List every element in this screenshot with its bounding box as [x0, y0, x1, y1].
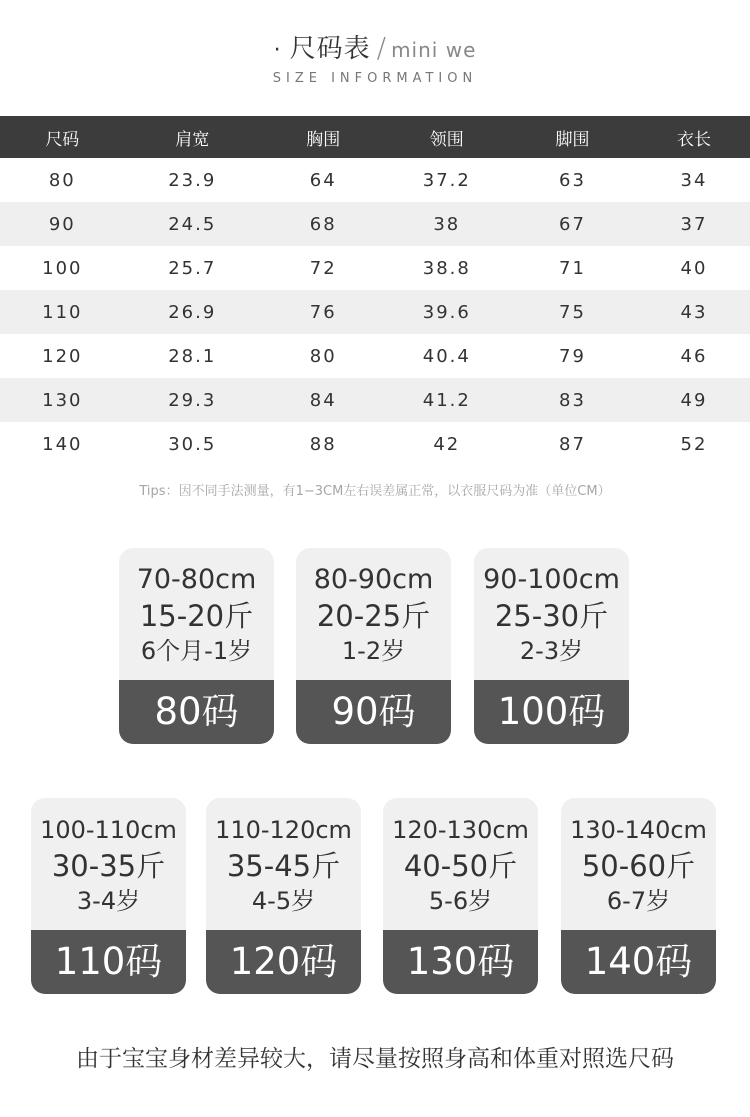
card-height-range: 130-140cm	[570, 816, 707, 844]
size-card-80	[119, 548, 274, 744]
table-cell: 40	[680, 257, 708, 279]
brand-name: mini we	[391, 38, 477, 62]
column-header: 领围	[387, 116, 507, 158]
table-cell: 140	[42, 433, 83, 455]
table-cell: 120	[42, 345, 83, 367]
card-height-range: 70-80cm	[136, 564, 257, 595]
card-info	[31, 798, 186, 930]
card-height-range: 110-120cm	[215, 816, 352, 844]
card-size-label: 130码	[383, 930, 538, 994]
card-size-label: 110码	[31, 930, 186, 994]
column-header: 衣长	[638, 116, 750, 158]
table-cell: 38.8	[422, 257, 471, 279]
card-age-range: 5-6岁	[428, 887, 493, 915]
card-info	[383, 798, 538, 930]
table-cell: 68	[260, 202, 387, 246]
card-height-range: 100-110cm	[40, 816, 177, 844]
table-cell: 49	[638, 378, 750, 422]
card-info	[296, 548, 451, 680]
card-weight-range: 15-20斤	[139, 599, 254, 633]
table-cell: 75	[507, 290, 638, 334]
card-weight-range: 25-30斤	[494, 599, 609, 633]
table-cell: 37	[638, 202, 750, 246]
card-size-label: 80码	[119, 680, 274, 744]
card-info	[119, 548, 274, 680]
card-weight-range: 50-60斤	[581, 849, 696, 883]
table-row	[0, 378, 750, 422]
card-size-label: 90码	[296, 680, 451, 744]
card-size-label: 100码	[474, 680, 629, 744]
card-age-range: 2-3岁	[519, 637, 584, 665]
table-cell: 76	[260, 290, 387, 334]
footer-note: 由于宝宝身材差异较大，请尽量按照身高和体重对照选尺码	[76, 1046, 674, 1072]
card-weight-range: 35-45斤	[226, 849, 341, 883]
column-header: 尺码	[0, 116, 125, 158]
page-subtitle: SIZE INFORMATION	[272, 71, 478, 86]
table-cell: 84	[260, 378, 387, 422]
table-cell: 29.3	[125, 378, 260, 422]
size-card-140	[561, 798, 716, 994]
table-row	[0, 158, 750, 202]
table-cell: 83	[507, 378, 638, 422]
table-cell: 26.9	[125, 290, 260, 334]
table-cell: 88	[309, 433, 337, 455]
card-height-range: 90-100cm	[483, 564, 620, 595]
table-cell: 72	[309, 257, 337, 279]
card-age-range: 1-2岁	[341, 637, 406, 665]
card-height-range: 80-90cm	[313, 564, 434, 595]
table-cell: 39.6	[387, 290, 507, 334]
size-card-90	[296, 548, 451, 744]
card-weight-range: 30-35斤	[51, 849, 166, 883]
card-age-range: 6个月-1岁	[140, 637, 253, 665]
size-card-110	[31, 798, 186, 994]
table-cell: 23.9	[168, 169, 217, 191]
table-cell: 64	[309, 169, 337, 191]
table-cell: 25.7	[168, 257, 217, 279]
table-row	[0, 202, 750, 246]
table-cell: 46	[680, 345, 708, 367]
size-card-130	[383, 798, 538, 994]
card-age-range: 4-5岁	[251, 887, 316, 915]
page-header	[0, 28, 750, 86]
page-title: 尺码表	[289, 34, 371, 64]
table-cell: 37.2	[422, 169, 471, 191]
table-cell: 80	[309, 345, 337, 367]
column-header: 脚围	[507, 116, 638, 158]
table-cell: 43	[638, 290, 750, 334]
table-cell: 28.1	[168, 345, 217, 367]
table-cell: 67	[507, 202, 638, 246]
table-cell: 24.5	[125, 202, 260, 246]
table-cell: 42	[433, 433, 461, 455]
table-cell: 40.4	[422, 345, 471, 367]
table-cell: 52	[680, 433, 708, 455]
table-row	[0, 334, 750, 378]
table-cell: 71	[559, 257, 586, 279]
table-cell: 30.5	[168, 433, 217, 455]
size-table	[0, 116, 750, 466]
table-cell: 34	[680, 169, 708, 191]
table-cell: 87	[559, 433, 586, 455]
table-cell: 41.2	[387, 378, 507, 422]
card-age-range: 3-4岁	[76, 887, 141, 915]
table-cell: 79	[559, 345, 586, 367]
card-age-range: 6-7岁	[606, 887, 671, 915]
size-card-120	[206, 798, 361, 994]
table-cell: 38	[387, 202, 507, 246]
card-info	[561, 798, 716, 930]
table-cell: 110	[0, 290, 125, 334]
title-slash: /	[376, 31, 388, 64]
table-cell: 100	[42, 257, 83, 279]
card-size-label: 120码	[206, 930, 361, 994]
table-header-row	[0, 116, 750, 158]
card-info	[474, 548, 629, 680]
title-line	[0, 28, 750, 65]
column-header: 肩宽	[125, 116, 260, 158]
table-row	[0, 422, 750, 466]
card-height-range: 120-130cm	[392, 816, 529, 844]
table-cell: 63	[559, 169, 586, 191]
card-info	[206, 798, 361, 930]
table-cell: 90	[0, 202, 125, 246]
column-header: 胸围	[260, 116, 387, 158]
measurement-tips: Tips：因不同手法测量，有1−3CM左右误差属正常，以衣服尺码为准（单位CM）	[139, 484, 611, 499]
title-dot: ·	[273, 38, 282, 63]
card-weight-range: 40-50斤	[403, 849, 518, 883]
table-row	[0, 246, 750, 290]
table-cell: 130	[0, 378, 125, 422]
card-size-label: 140码	[561, 930, 716, 994]
size-card-100	[474, 548, 629, 744]
table-row	[0, 290, 750, 334]
card-weight-range: 20-25斤	[316, 599, 431, 633]
table-cell: 80	[48, 169, 76, 191]
